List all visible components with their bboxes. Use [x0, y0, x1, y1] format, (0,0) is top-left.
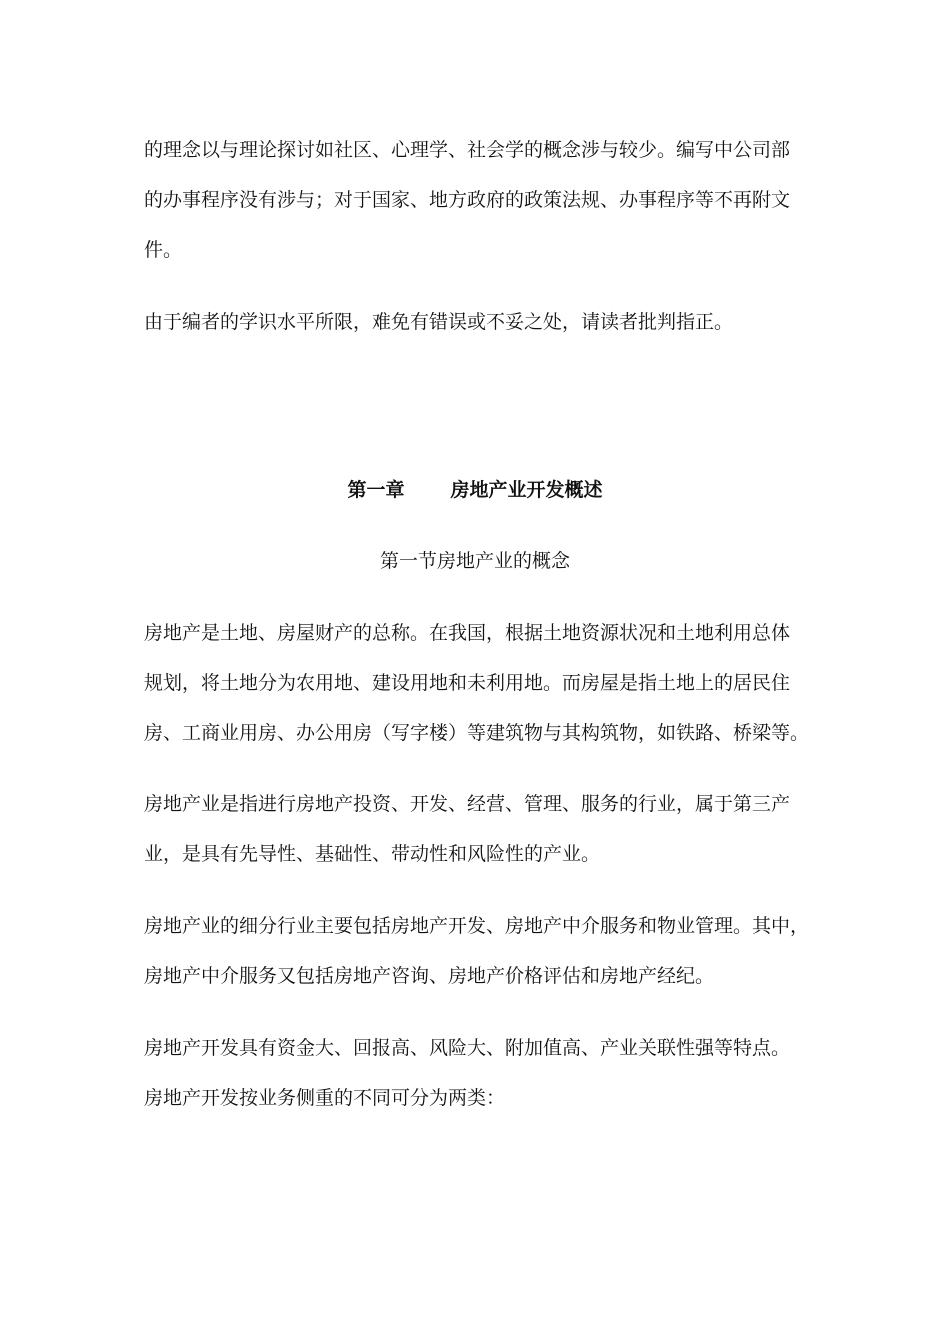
- intro-closing: 由于编者的学识水平所限，难免有错误或不妥之处，请读者批判指正。: [144, 311, 734, 333]
- paragraph-1-line-3: 房、工商业用房、办公用房（写字楼）等建筑物与其构筑物，如铁路、桥梁等。: [144, 722, 810, 744]
- intro-line-1: 的理念以与理论探讨如社区、心理学、社会学的概念涉与较少。编写中公司部: [144, 139, 791, 161]
- chapter-title: 房地产业开发概述: [450, 479, 603, 501]
- paragraph-2-line-1: 房地产业是指进行房地产投资、开发、经营、管理、服务的行业，属于第三产: [144, 793, 791, 815]
- paragraph-4-line-2: 房地产开发按业务侧重的不同可分为两类：: [144, 1087, 506, 1109]
- section-heading: 第一节房地产业的概念: [379, 550, 570, 572]
- chapter-number: 第一章: [347, 479, 405, 501]
- chapter-heading: [0, 478, 950, 502]
- paragraph-1-line-2: 规划，将土地分为农用地、建设用地和未利用地。而房屋是指土地上的居民住: [144, 672, 791, 694]
- paragraph-4-line-1: 房地产开发具有资金大、回报高、风险大、附加值高、产业关联性强等特点。: [144, 1037, 791, 1059]
- paragraph-2-line-2: 业，是具有先导性、基础性、带动性和风险性的产业。: [144, 843, 601, 865]
- paragraph-3-line-2: 房地产中介服务又包括房地产咨询、房地产价格评估和房地产经纪。: [144, 965, 715, 987]
- intro-line-2: 的办事程序没有涉与；对于国家、地方政府的政策法规、办事程序等不再附文: [144, 189, 791, 211]
- paragraph-1-line-1: 房地产是土地、房屋财产的总称。在我国，根据土地资源状况和土地利用总体: [144, 622, 791, 644]
- paragraph-3-line-1: 房地产业的细分行业主要包括房地产开发、房地产中介服务和物业管理。其中，: [144, 915, 810, 937]
- intro-line-3: 件。: [144, 239, 183, 261]
